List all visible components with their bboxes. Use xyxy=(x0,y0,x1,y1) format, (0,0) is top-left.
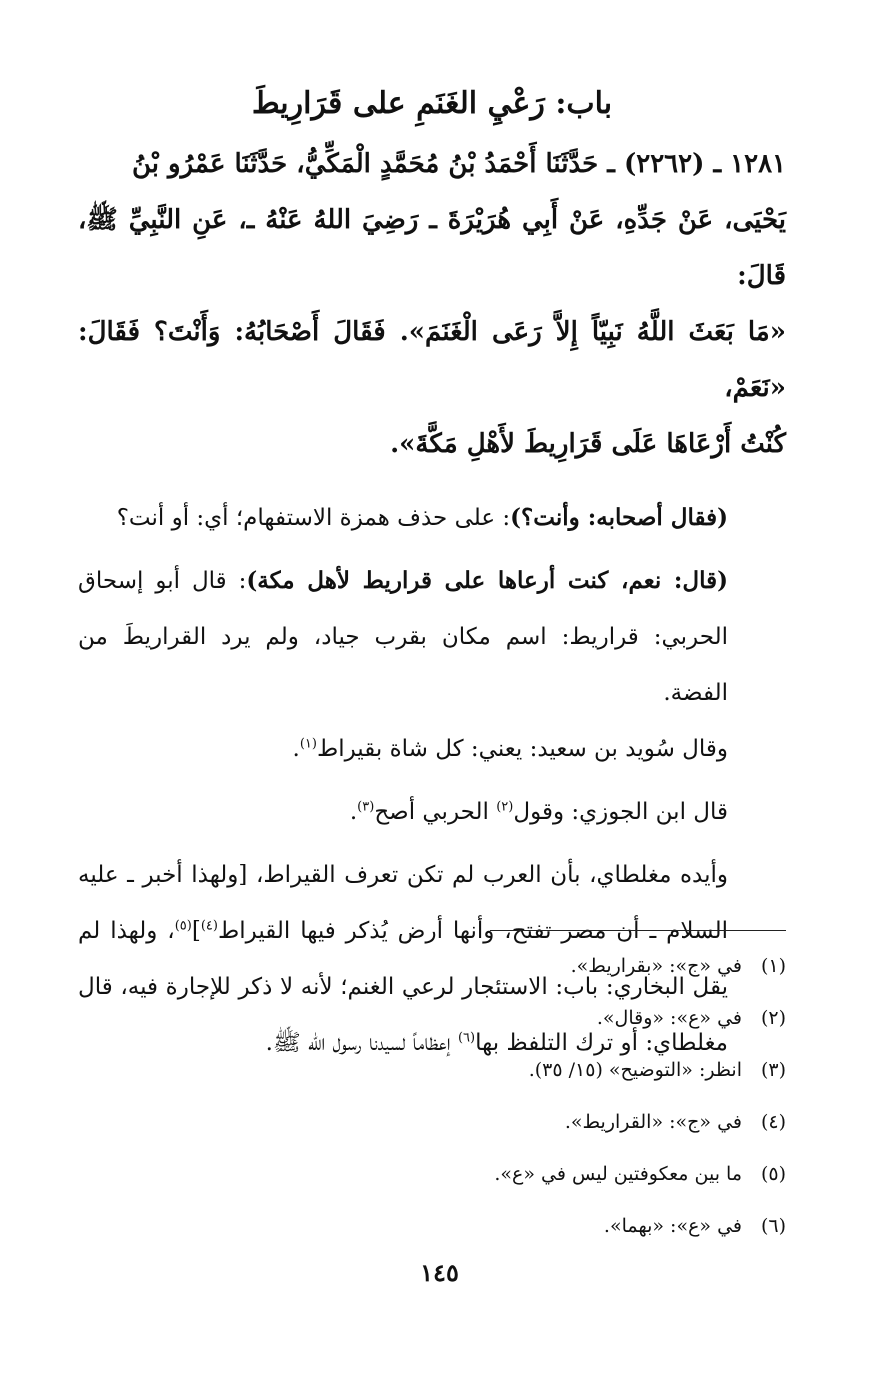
page-number: ١٤٥ xyxy=(420,1258,459,1287)
footnote-item xyxy=(186,1200,786,1252)
quoted-phrase: (قال: نعم، كنت أرعاها على قراريط لأهل مكة) xyxy=(246,567,728,594)
commentary-text: ، ولهذا لم يقل البخاري: باب: الاستئجار لرعي الغنم؛ لأنه لا ذكر للإجارة فيه، قال مغلطاي: أو ترك التلفظ بها xyxy=(78,918,728,1056)
commentary-text: : قال أبو إسحاق الحربي: قراريط: اسم مكان بقرب جياد، ولم يرد القراريطَ من الفضة. xyxy=(78,568,728,706)
footnote-number: (٣) xyxy=(760,1059,786,1081)
footnote-item xyxy=(186,1096,786,1148)
footnote-item xyxy=(186,1148,786,1200)
commentary-text: الحربي أصح xyxy=(374,799,497,825)
footnote-item xyxy=(186,992,786,1044)
footnote-number: (٤) xyxy=(760,1111,786,1133)
footnote-ref[interactable]: (٥) xyxy=(174,918,192,934)
commentary-paragraph xyxy=(78,721,786,777)
commentary-text: وقال سُويد بن سعيد: يعني: كل شاة بقيراط xyxy=(316,736,728,762)
hadith-line: كُنْتُ أَرْعَاهَا عَلَى قَرَارِيطَ لأَهْلِ مَكَّةَ». xyxy=(390,429,786,459)
hadith-line: يَحْيَى، عَنْ جَدِّهِ، عَنْ أَبِي هُرَيْرَةَ ـ رَضِيَ اللهُ عَنْهُ ـ، عَنِ النَّبِيِّ ﷺ، قَالَ: xyxy=(78,205,786,291)
footnote-text: ما بين معكوفتين ليس في «ع». xyxy=(494,1163,742,1185)
footnote-text: في «ع»: «بهما». xyxy=(603,1215,742,1237)
commentary-text: وأيده مغلطاي، بأن العرب لم تكن تعرف القيراط، [ولهذا أخبر ـ عليه السلام ـ أن مصر تفتح، وأنها أرض يُذكر فيها القيراط xyxy=(78,862,728,944)
footnote-item xyxy=(186,1044,786,1096)
quoted-phrase: (فقال أصحابه: وأنت؟) xyxy=(510,504,728,531)
footnote-text: انظر: «التوضيح» (١٥/ ٣٥). xyxy=(528,1059,742,1081)
footnote-number: (٦) xyxy=(760,1215,786,1237)
hadith-line: ١٢٨١ ـ (٢٢٦٢) ـ حَدَّثَنَا أَحْمَدُ بْنُ مُحَمَّدٍ الْمَكِّيُّ، حَدَّثَنَا عَمْرُو بْنُ xyxy=(131,149,786,179)
commentary-text: قال ابن الجوزي: وقول xyxy=(513,799,728,825)
footnotes xyxy=(186,940,786,1252)
footnote-number: (٢) xyxy=(760,1007,786,1029)
footnote-ref[interactable]: (١) xyxy=(299,736,317,752)
footnote-number: (٥) xyxy=(760,1163,786,1185)
footnote-divider xyxy=(490,930,786,931)
footnote-text: في «ع»: «وقال». xyxy=(596,1007,742,1029)
commentary-text: ] xyxy=(191,918,201,944)
commentary-paragraph xyxy=(78,490,786,546)
chapter-title: باب: رَعْيِ الغَنَمِ على قَرَارِيطَ xyxy=(251,86,613,121)
commentary-text: . xyxy=(349,799,358,825)
footnote-item xyxy=(186,940,786,992)
footnote-ref[interactable]: (٤) xyxy=(200,918,218,934)
commentary-paragraph xyxy=(78,784,786,840)
commentary-text: : على حذف همزة الاستفهام؛ أي: أو أنت؟ xyxy=(116,505,511,531)
commentary-text: . xyxy=(292,736,300,762)
commentary-paragraph xyxy=(78,553,786,721)
hadith-text xyxy=(78,136,786,472)
hadith-line: «مَا بَعَثَ اللَّهُ نَبِيّاً إِلاَّ رَعَى الْغَنَمَ». فَقَالَ أَصْحَابُهُ: وَأَنْتَ؟ فَقَالَ: «نَعَمْ، xyxy=(78,317,786,403)
footnote-number: (١) xyxy=(760,955,786,977)
footnote-ref[interactable]: (٣) xyxy=(357,799,375,815)
footnote-ref[interactable]: (٦) xyxy=(457,1030,476,1046)
page-body xyxy=(78,78,786,1078)
footnote-text: في «ج»: «بقراريط». xyxy=(570,955,742,977)
footnote-text: في «ج»: «القراريط». xyxy=(564,1111,742,1133)
footnote-ref[interactable]: (٢) xyxy=(496,799,514,815)
commentary-text: إعظاماً لسيدنا رسول الله ﷺ. xyxy=(265,1030,458,1056)
